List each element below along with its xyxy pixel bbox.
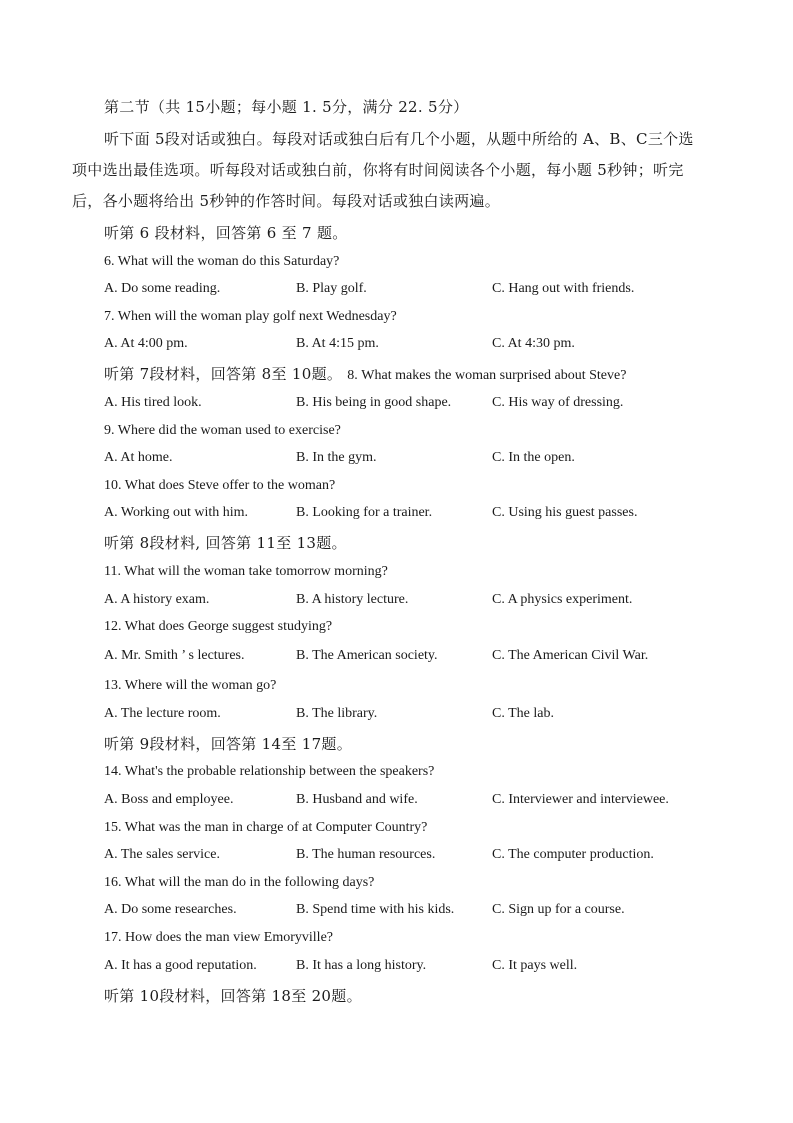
question-13: 13. Where will the woman go? [104, 678, 277, 693]
question-12-option-b: B. The American society. [296, 648, 438, 663]
question-9-option-b: B. In the gym. [296, 450, 377, 465]
question-8-option-b: B. His being in good shape. [296, 395, 452, 410]
question-13-option-a: A. The lecture room. [104, 706, 221, 721]
question-7: 7. When will the woman play golf next Wednesday? [104, 309, 397, 324]
question-12-option-c: C. The American Civil War. [492, 648, 649, 663]
question-17-option-b: B. It has a long history. [296, 958, 427, 973]
question-10: 10. What does Steve offer to the woman? [104, 478, 336, 493]
question-12-option-a: A. Mr. Smith ’ s lectures. [104, 648, 245, 663]
question-8-option-a: A. His tired look. [104, 395, 202, 410]
question-15: 15. What was the man in charge of at Computer Country? [104, 820, 428, 835]
question-13-option-b: B. The library. [296, 706, 378, 721]
material-9-header: 听第 9段材料，回答第 14至 17题。 [104, 735, 353, 753]
question-7-option-a: A. At 4:00 pm. [104, 336, 188, 351]
question-14-option-b: B. Husband and wife. [296, 792, 418, 807]
section-title: 第二节（共 15小题；每小题 1. 5分，满分 22. 5分） [104, 98, 469, 116]
material-7-header: 听第 7段材料，回答第 8至 10题。 [104, 365, 343, 383]
question-9-option-a: A. At home. [104, 450, 173, 465]
material-8-header: 听第 8段材料, 回答第 11至 13题。 [104, 534, 347, 552]
material-6-header: 听第 6 段材料，回答第 6 至 7 题。 [104, 224, 348, 242]
material-7-line [104, 363, 626, 384]
question-6-option-c: C. Hang out with friends. [492, 281, 635, 296]
question-14: 14. What's the probable relationship between the speakers? [104, 764, 435, 779]
question-8: 8. What makes the woman surprised about Steve? [347, 368, 627, 383]
question-11-option-c: C. A physics experiment. [492, 592, 633, 607]
question-8-option-c: C. His way of dressing. [492, 395, 624, 410]
question-10-option-c: C. Using his guest passes. [492, 505, 638, 520]
question-15-option-a: A. The sales service. [104, 847, 220, 862]
question-6-option-a: A. Do some reading. [104, 281, 221, 296]
question-14-option-c: C. Interviewer and interviewee. [492, 792, 669, 807]
question-11-option-b: B. A history lecture. [296, 592, 409, 607]
question-17-option-a: A. It has a good reputation. [104, 958, 257, 973]
question-15-option-b: B. The human resources. [296, 847, 436, 862]
question-6: 6. What will the woman do this Saturday? [104, 254, 340, 269]
instruction-line-1: 听下面 5段对话或独白。每段对话或独白后有几个小题，从题中所给的 A、B、C三个选 [104, 130, 694, 148]
question-16-option-c: C. Sign up for a course. [492, 902, 625, 917]
question-7-option-c: C. At 4:30 pm. [492, 336, 575, 351]
question-9: 9. Where did the woman used to exercise? [104, 423, 341, 438]
question-10-option-b: B. Looking for a trainer. [296, 505, 433, 520]
question-15-option-c: C. The computer production. [492, 847, 654, 862]
question-7-option-b: B. At 4:15 pm. [296, 336, 379, 351]
question-17-option-c: C. It pays well. [492, 958, 578, 973]
instruction-line-2: 项中选出最佳选项。听每段对话或独白前，你将有时间阅读各个小题，每小题 5秒钟；听完 [72, 161, 684, 179]
instruction-line-3: 后，各小题将给出 5秒钟的作答时间。每段对话或独白读两遍。 [72, 192, 501, 210]
question-6-option-b: B. Play golf. [296, 281, 367, 296]
question-17: 17. How does the man view Emoryville? [104, 930, 334, 945]
question-16: 16. What will the man do in the following days? [104, 875, 375, 890]
question-16-option-b: B. Spend time with his kids. [296, 902, 455, 917]
question-10-option-a: A. Working out with him. [104, 505, 249, 520]
question-12: 12. What does George suggest studying? [104, 619, 333, 634]
question-14-option-a: A. Boss and employee. [104, 792, 234, 807]
question-9-option-c: C. In the open. [492, 450, 575, 465]
question-11: 11. What will the woman take tomorrow morning? [104, 564, 388, 579]
question-16-option-a: A. Do some researches. [104, 902, 237, 917]
question-11-option-a: A. A history exam. [104, 592, 210, 607]
question-13-option-c: C. The lab. [492, 706, 554, 721]
material-10-header: 听第 10段材料，回答第 18至 20题。 [104, 987, 362, 1005]
